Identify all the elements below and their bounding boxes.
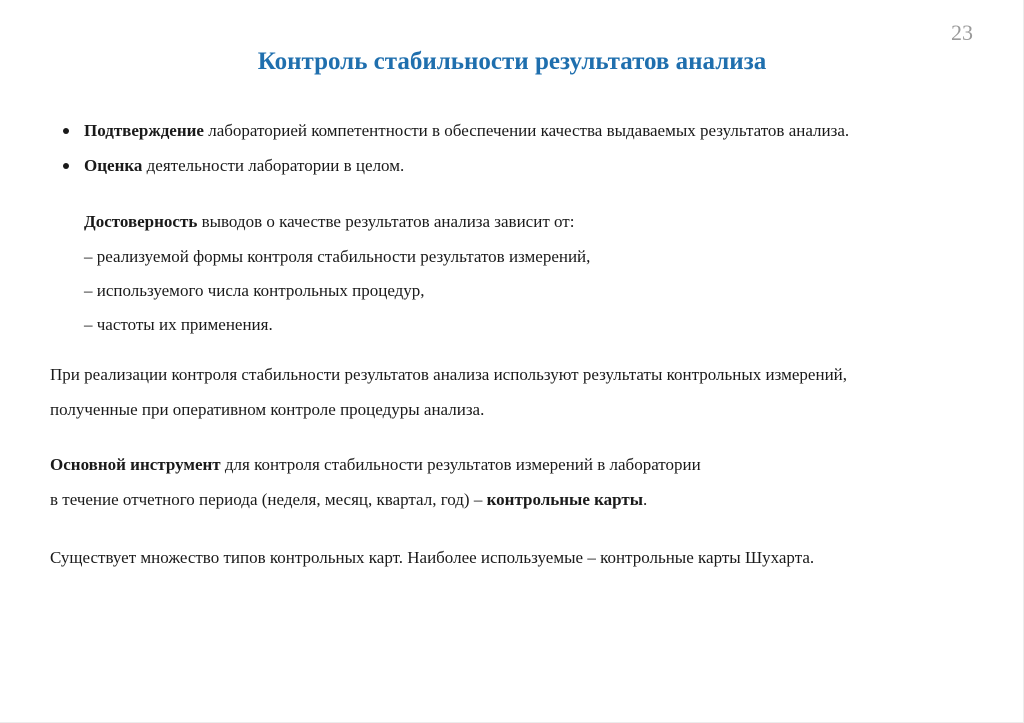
bullet-marker [63,128,69,134]
slide-title: Контроль стабильности результатов анализа [257,48,767,75]
paragraph-control-line1: При реализации контроля стабильности результатов анализа используют результаты контрольных измерений, [50,365,848,384]
bullet-item-confirmation [84,121,849,141]
paragraph-shewhart: Существует множество типов контрольных карт. Наиболее используемые – контрольные карты Шухарта. [50,548,815,567]
reliability-text: выводов о качестве результатов анализа зависит от: [197,212,575,231]
reliability-bold-term: Достоверность [84,212,198,231]
page-number: 23 [951,20,973,45]
paragraph-control-line2: полученные при оперативном контроле процедуры анализа. [50,400,485,419]
bullet-item-assessment [84,156,404,176]
period-text: в течение отчетного периода (неделя, месяц, квартал, год) – [50,490,487,509]
main-tool-bold: Основной инструмент [50,455,221,474]
paragraph-tool-line2 [50,490,647,510]
reliability-item: – частоты их применения. [84,315,273,334]
bullet-text: деятельности лаборатории в целом. [142,156,405,175]
control-charts-bold: контрольные карты [486,490,644,509]
period-end: . [643,490,648,509]
bullet-text: лабораторией компетентности в обеспечении качества выдаваемых результатов анализа. [203,121,850,140]
reliability-item: – используемого числа контрольных процедур, [84,281,425,300]
reliability-intro [84,212,574,232]
bullet-bold-term: Подтверждение [84,121,204,140]
reliability-item: – реализуемой формы контроля стабильности результатов измерений, [84,247,591,266]
main-tool-text: для контроля стабильности результатов измерений в лаборатории [220,455,701,474]
bullet-marker [63,163,69,169]
bullet-bold-term: Оценка [84,156,143,175]
paragraph-tool-line1 [50,455,701,475]
